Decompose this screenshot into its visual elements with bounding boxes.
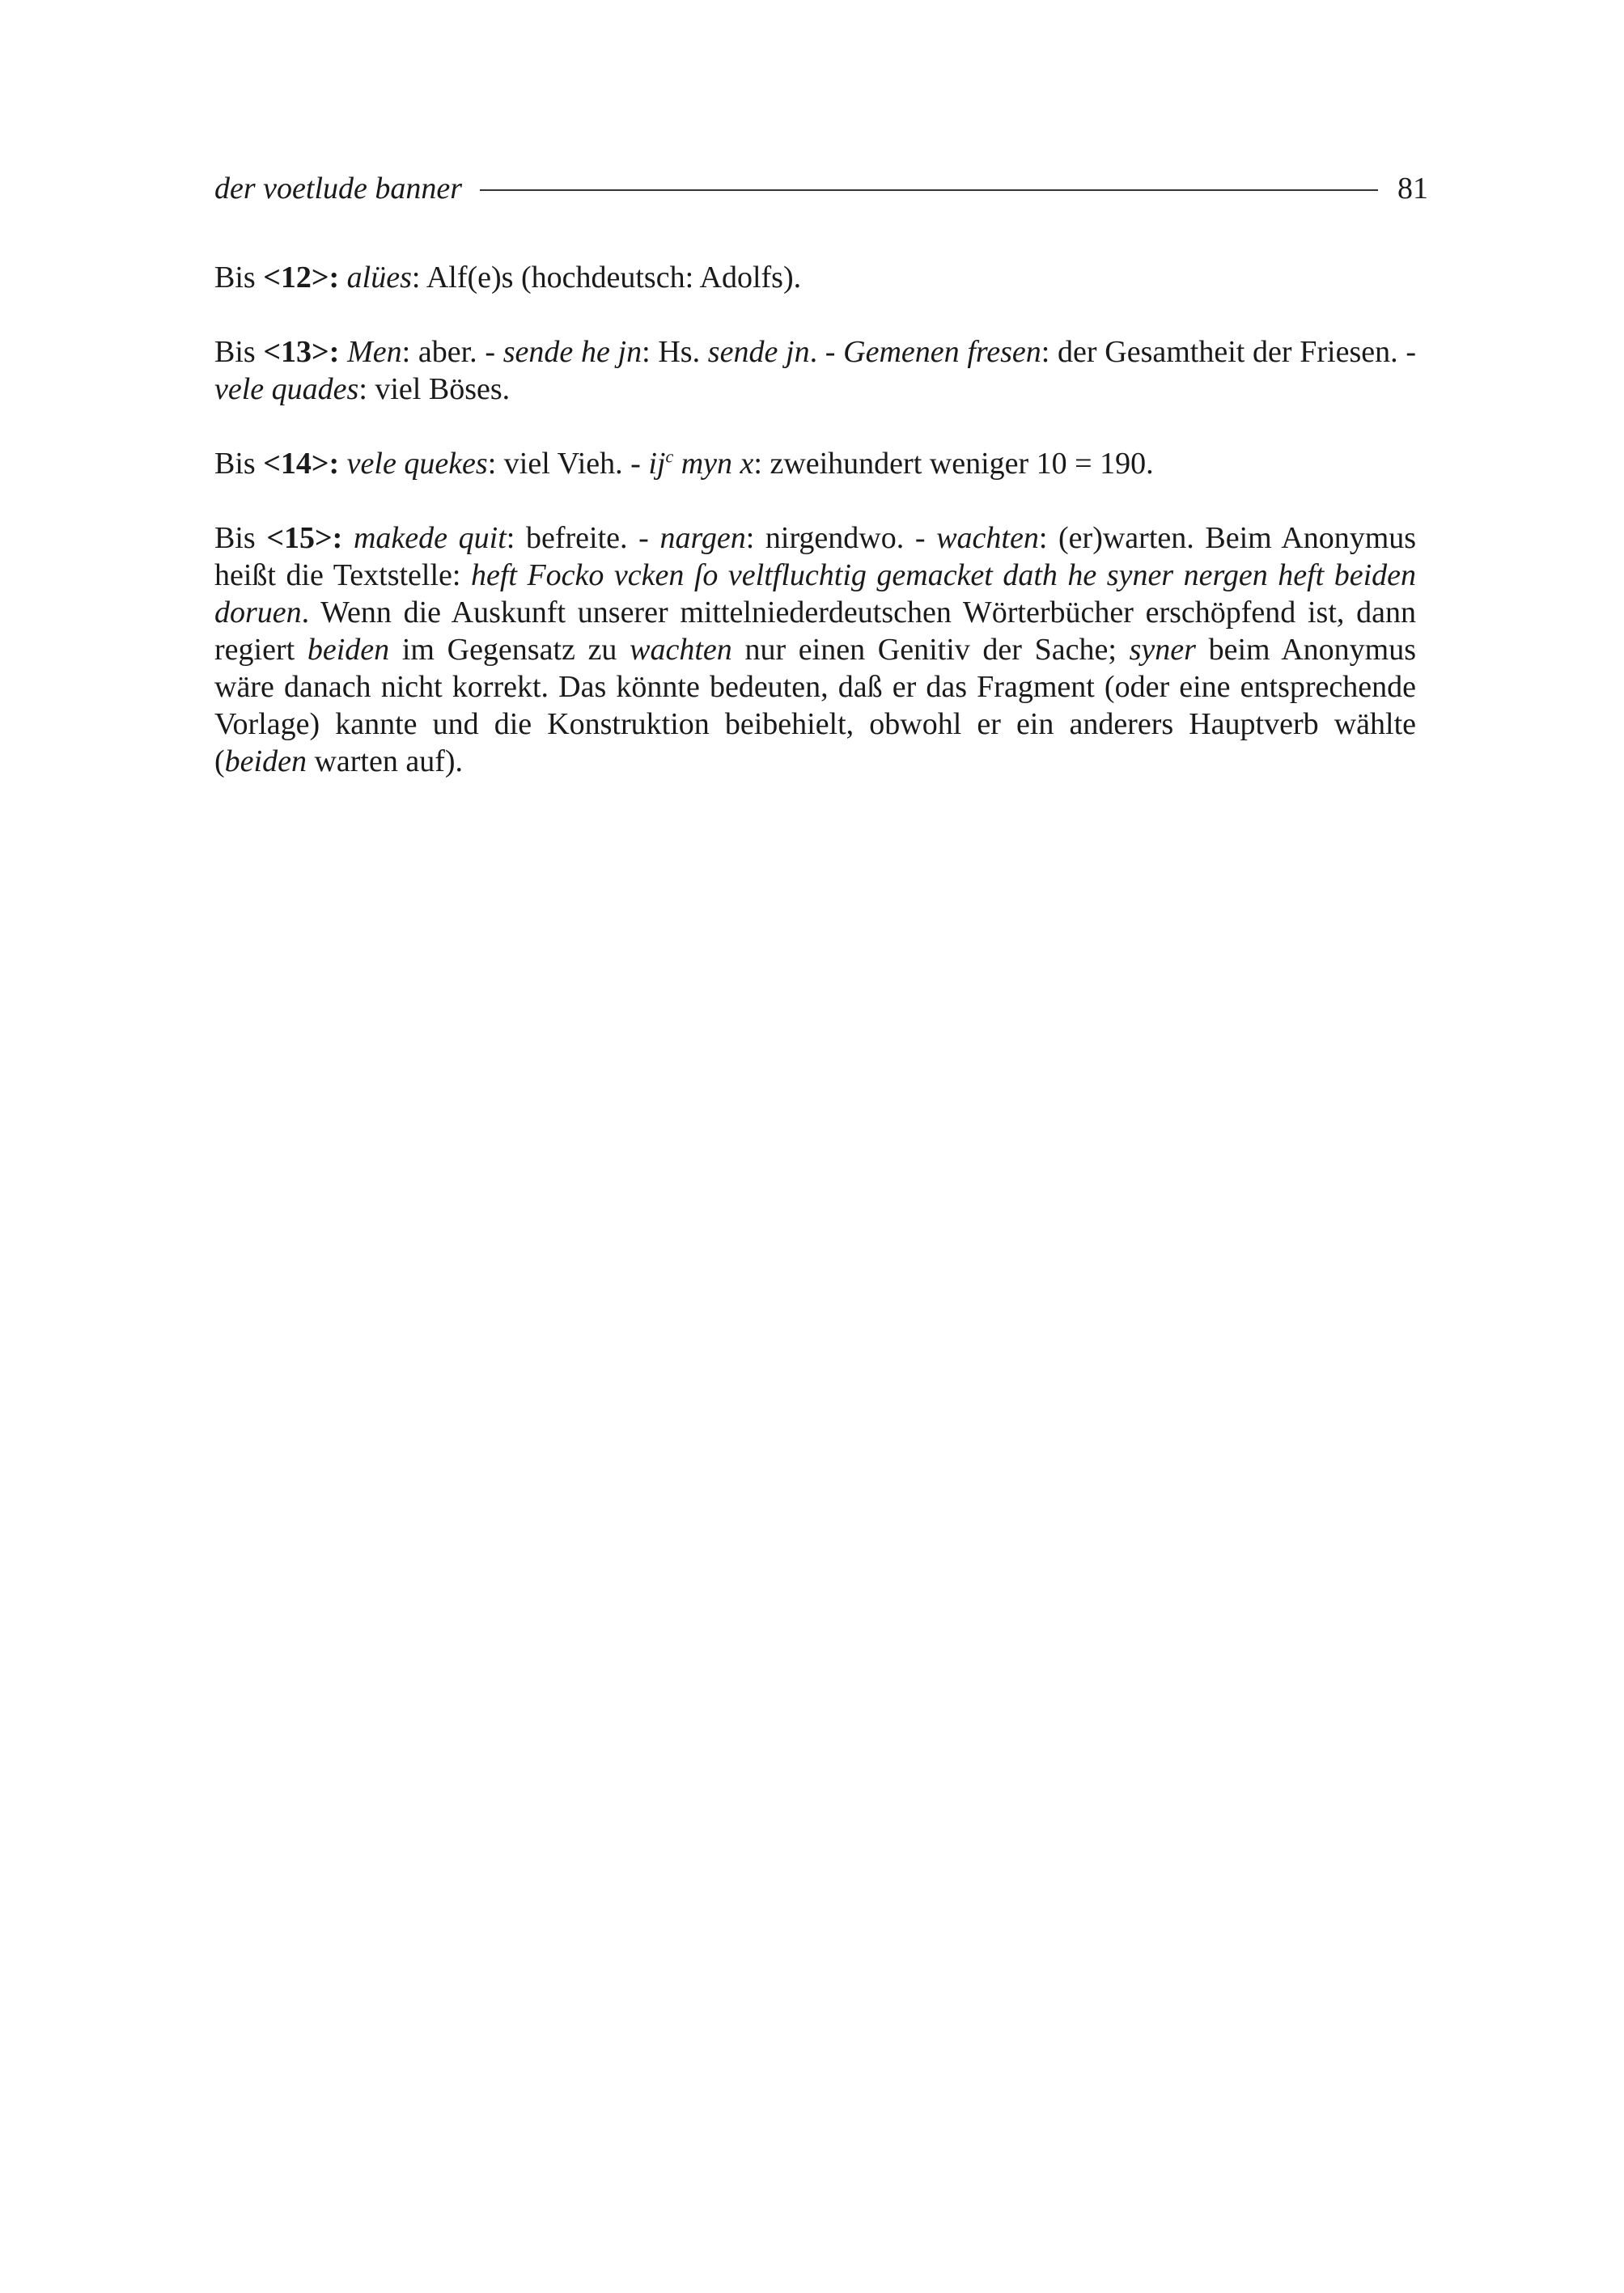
gloss-text: : zweihundert weniger 10 = 190. (753, 447, 1154, 481)
lemma-text: alües (346, 261, 412, 295)
running-header (214, 168, 1428, 209)
note-14 (214, 445, 1416, 482)
note-15 (214, 519, 1416, 780)
gloss-text: : (er)warten. Beim Anonymus heißt die Textstelle: (214, 521, 1417, 592)
lemma-text: c (665, 446, 674, 467)
lemma-text: vele quekes (346, 447, 488, 481)
lemma-text: Men (347, 335, 402, 369)
lemma-text: nargen (659, 521, 746, 555)
gloss-text: im Gegensatz zu (389, 633, 630, 667)
gloss-text: : der Gesamtheit der Friesen. - (1041, 335, 1416, 369)
note-reference: <12>: (263, 261, 340, 295)
lemma-text: ij (648, 447, 666, 481)
page-number: 81 (1397, 172, 1428, 206)
gloss-text: warten auf). (306, 744, 464, 778)
lemma-text: myn x (673, 447, 754, 481)
gloss-text: beim Anonymus wäre danach nicht korrekt. Das könnte bedeuten, daß er das Fragment (oder eine entsprechende Vorlage) kannte und die Konstruktion beibehielt, obwohl er ein anderers Hauptverb wählte ( (214, 633, 1416, 778)
gloss-text: . Wenn die Auskunft unserer mittelniederdeutschen Wörterbücher erschöpfend ist, dann regiert (214, 596, 1416, 667)
note-13 (214, 333, 1416, 408)
gloss-text: : viel Böses. (358, 372, 511, 406)
note-lead: Bis (214, 261, 264, 295)
running-title: der voetlude banner (214, 172, 463, 206)
header-rule (480, 189, 1378, 191)
gloss-text: : aber. - (401, 335, 503, 369)
lemma-text: beiden (224, 744, 307, 778)
note-reference: <14>: (263, 447, 340, 481)
gloss-text: : befreite. - (506, 521, 660, 555)
lemma-text: heft Focko vcken ſo veltfluchtig gemacket dath he syner nergen heft beiden doruen (214, 558, 1416, 629)
lemma-text: beiden (307, 633, 390, 667)
lemma-text: wachten (936, 521, 1039, 555)
lemma-text: wachten (630, 633, 732, 667)
gloss-text: nur einen Genitiv der Sache; (731, 633, 1130, 667)
gloss-text: . - (809, 335, 844, 369)
commentary-notes (214, 259, 1416, 817)
note-lead: Bis (214, 335, 264, 369)
note-lead: Bis (214, 447, 264, 481)
lemma-text: sende he jn (502, 335, 642, 369)
lemma-text: makede quit (353, 521, 507, 555)
note-12 (214, 259, 1416, 296)
note-reference: <13>: (263, 335, 340, 369)
lemma-text: sende jn (707, 335, 810, 369)
lemma-text: Gemenen fresen (843, 335, 1041, 369)
lemma-text: vele quades (214, 372, 359, 406)
gloss-text: : Alf(e)s (hochdeutsch: Adolfs). (411, 261, 802, 295)
gloss-text: : Hs. (642, 335, 708, 369)
note-reference: <15>: (266, 521, 343, 555)
note-lead: Bis (214, 521, 267, 555)
gloss-text: : nirgendwo. - (745, 521, 937, 555)
lemma-text: syner (1129, 633, 1196, 667)
gloss-text: : viel Vieh. - (487, 447, 649, 481)
